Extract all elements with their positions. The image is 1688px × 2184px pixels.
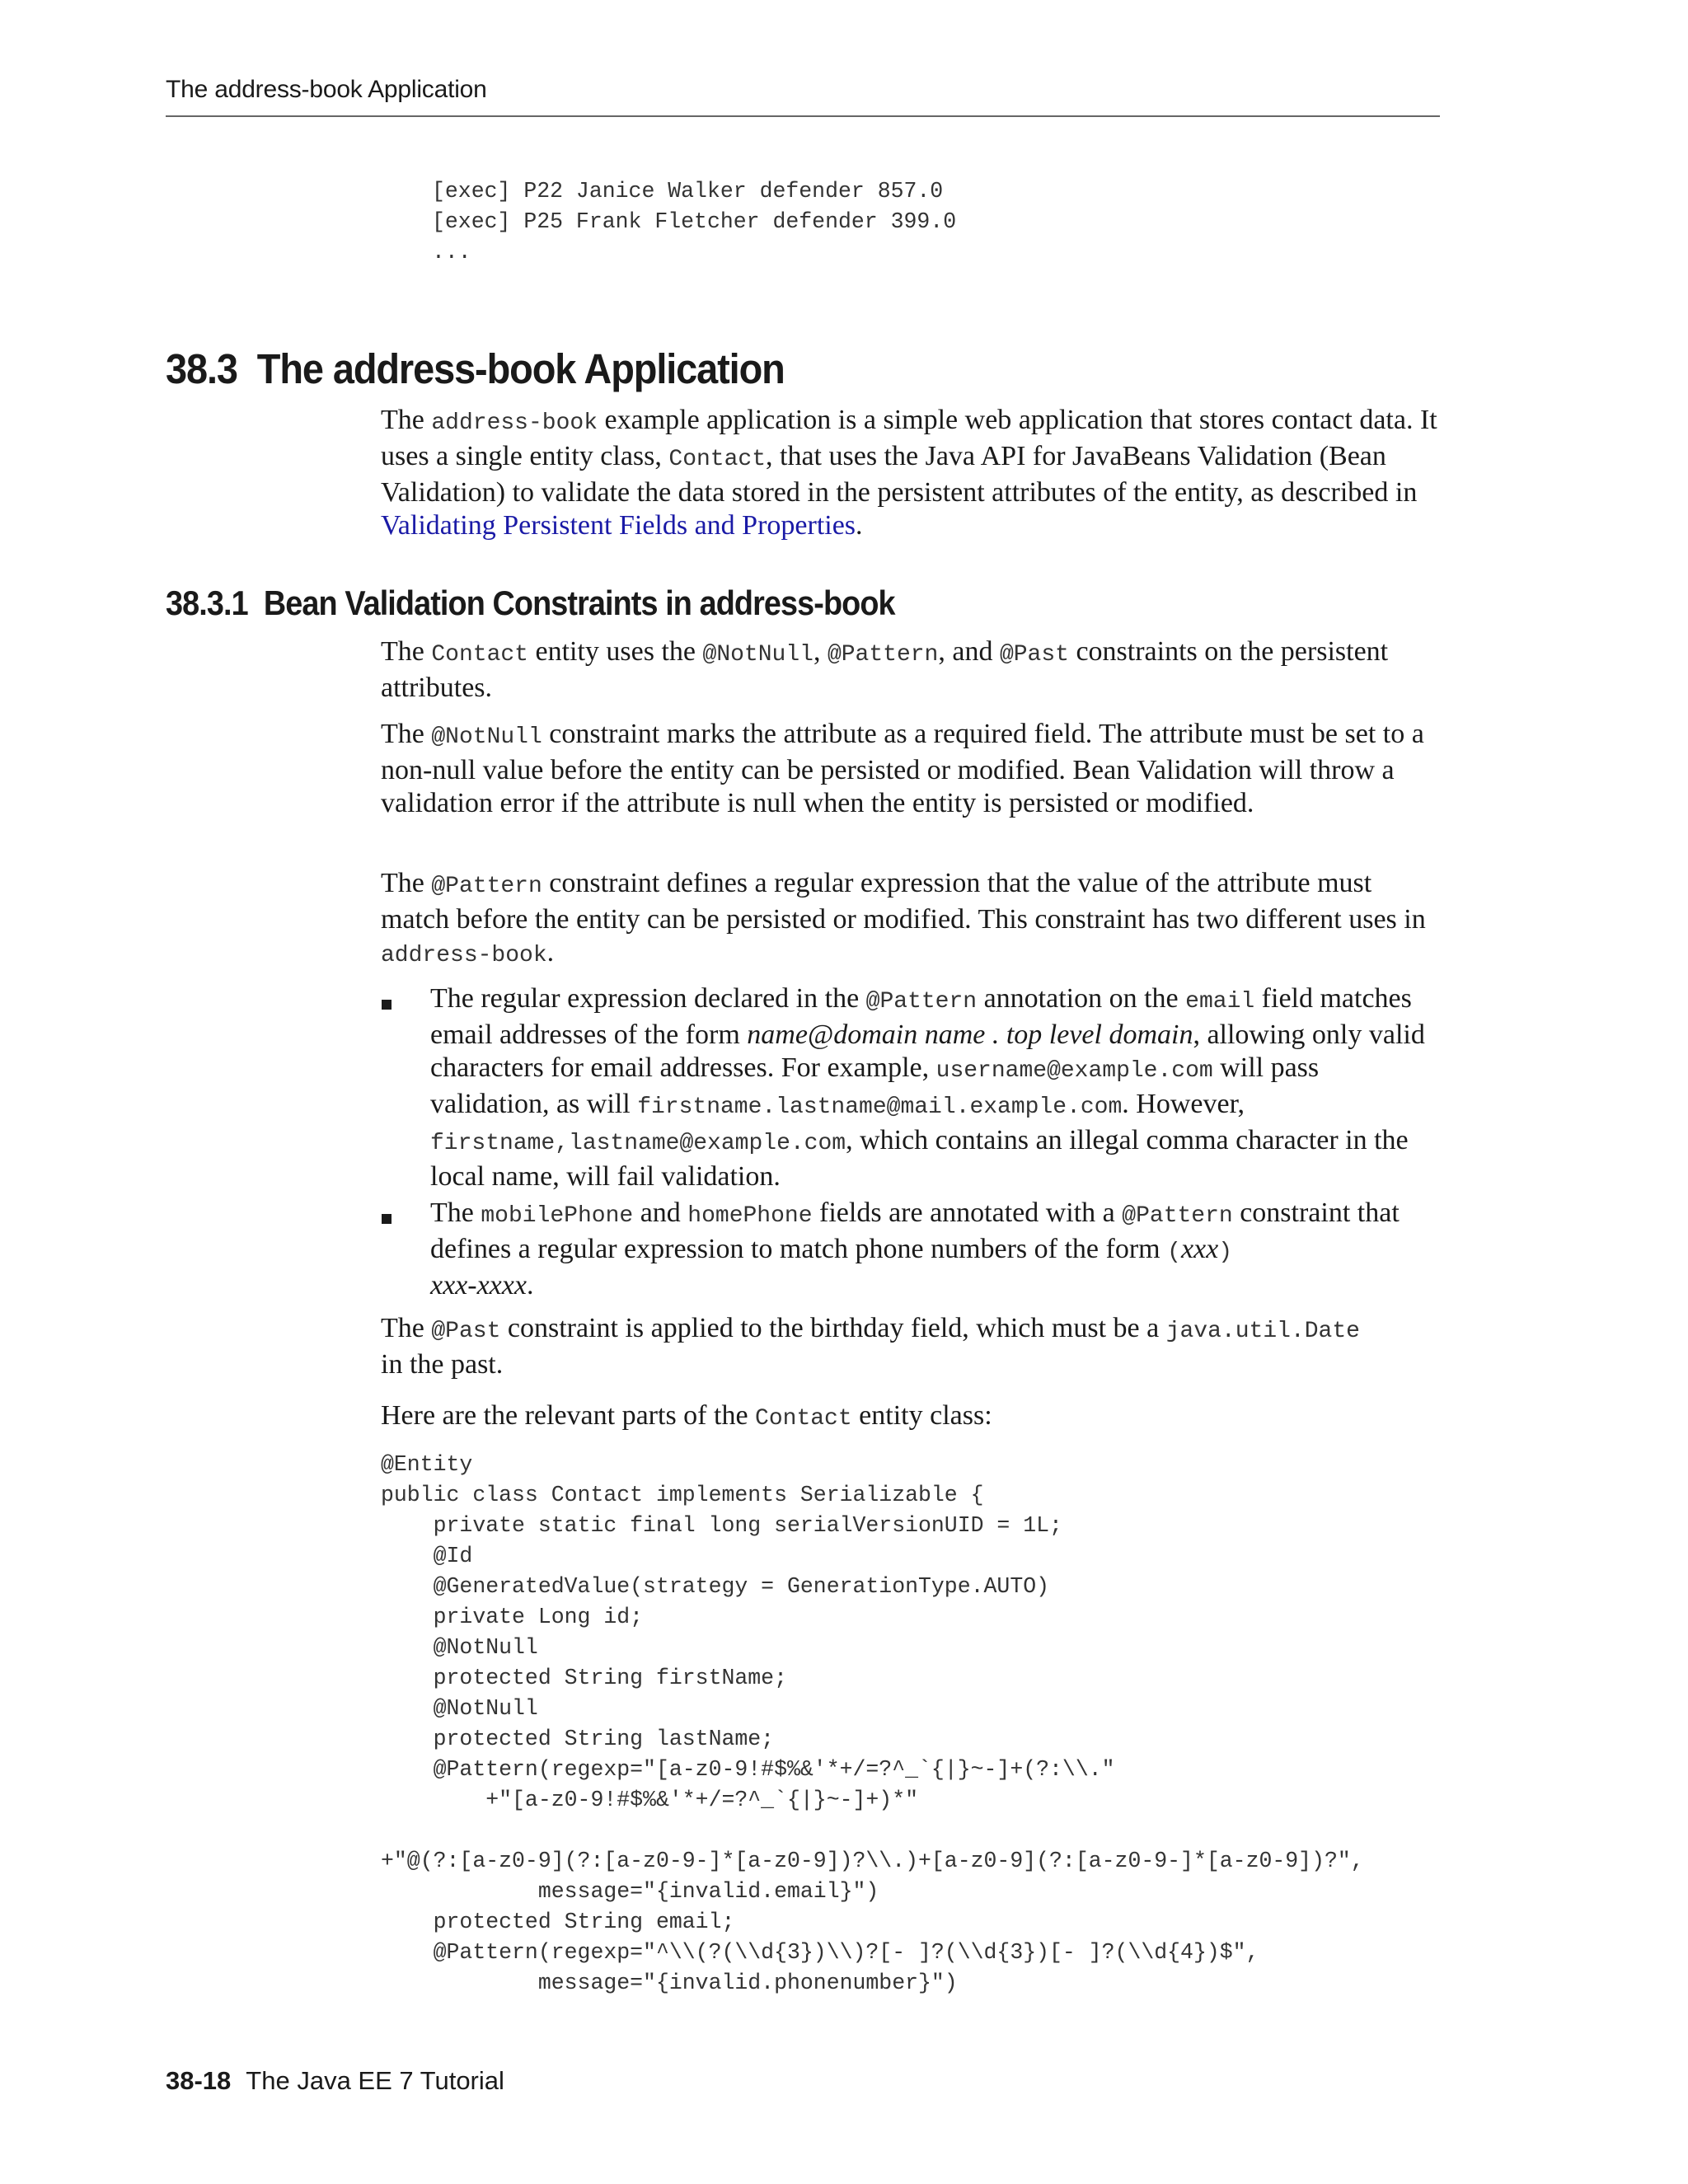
contact-code-listing [381, 1450, 1364, 1999]
header-rule [166, 115, 1440, 117]
paragraph-pattern: The @Pattern constraint defines a regular expression that the value of the attribute must match before the entity can be persisted or modified. This constraint has two different uses in address-book. [381, 868, 1426, 968]
code-line: message="{invalid.email}") [381, 1879, 879, 1904]
code-line: @Pattern(regexp="[a-z0-9!#$%&'*+/=?^_`{|}~-]+(?:\\." [381, 1757, 1115, 1782]
code-line: @NotNull [381, 1635, 538, 1660]
paragraph-notnull: The @NotNull constraint marks the attribute as a required field. The attribute must be set to a non-null value before the entity can be persisted or modified. Bean Validation will throw a validation error if the attribute is null when the entity is persisted or modified. [381, 719, 1424, 818]
code-line: +"[a-z0-9!#$%&'*+/=?^_`{|}~-]+)*" [381, 1788, 919, 1812]
exec-line: ... [432, 240, 471, 265]
bullet-square [382, 1000, 392, 1010]
book-title: The Java EE 7 Tutorial [246, 2066, 504, 2095]
code-line: @Entity [381, 1452, 473, 1477]
code-line: protected String firstName; [381, 1666, 787, 1690]
running-header: The address-book Application [166, 76, 487, 103]
bullet-phone-pattern: The mobilePhone and homePhone fields are annotated with a @Pattern constraint that defines a regular expression to match phone numbers of the form (xxx) xxx-xxxx. [430, 1197, 1400, 1301]
page-number: 38-18 [166, 2066, 232, 2095]
code-line: private Long id; [381, 1605, 644, 1629]
subsection-title: Bean Validation Constraints in address-book [263, 583, 895, 622]
intro-paragraph: The address-book example application is a simple web application that stores contact data. It uses a single entity class, Contact, that uses the Java API for JavaBeans Validation (Bean Validation) to validate the data stored in the persistent attributes of the entity, as described in Validating Persistent Fields and Properties. [381, 405, 1437, 541]
section-title: The address-book Application [256, 345, 785, 392]
bullet-square [382, 1214, 392, 1224]
code-line: message="{invalid.phonenumber}") [381, 1971, 958, 1995]
code-line: protected String lastName; [381, 1727, 775, 1751]
subsection-number: 38.3.1 [166, 583, 248, 622]
paragraph-code-intro: Here are the relevant parts of the Contact entity class: [381, 1400, 992, 1432]
page-footer [166, 2066, 504, 2096]
code-line: @NotNull [381, 1696, 538, 1721]
code-line: private static final long serialVersionUID = 1L; [381, 1513, 1062, 1538]
code-line: @Pattern(regexp="^\\(?(\\d{3})\\)?[- ]?(\\d{3})[- ]?(\\d{4})$", [381, 1940, 1259, 1965]
code-line: public class Contact implements Serializable { [381, 1483, 984, 1507]
exec-output-block [432, 176, 956, 268]
section-heading [166, 344, 785, 393]
subsection-heading [166, 583, 895, 623]
validating-persistent-fields-link[interactable]: Validating Persistent Fields and Properties [381, 510, 856, 541]
paragraph-past: The @Past constraint is applied to the birthday field, which must be a java.util.Date in the past. [381, 1313, 1360, 1380]
code-line: protected String email; [381, 1910, 735, 1934]
code-line: +"@(?:[a-z0-9](?:[a-z0-9-]*[a-z0-9])?\\.)+[a-z0-9](?:[a-z0-9-]*[a-z0-9])?", [381, 1849, 1364, 1873]
bullet-email-pattern: The regular expression declared in the @Pattern annotation on the email field matches email addresses of the form name@domain name . top level domain, allowing only valid characters for email addresses. For example, username@example.com will pass validation, as will firstname.lastname@mail.example.com. However, firstname,lastname@example.com, which contains an illegal comma character in the local name, will fail validation. [430, 983, 1425, 1192]
exec-line: [exec] P25 Frank Fletcher defender 399.0 [432, 209, 957, 234]
section-number: 38.3 [166, 345, 237, 392]
paragraph-constraints-overview: The Contact entity uses the @NotNull, @Pattern, and @Past constraints on the persistent attributes. [381, 636, 1389, 703]
code-line: @GeneratedValue(strategy = GenerationType.AUTO) [381, 1574, 1050, 1599]
exec-line: [exec] P22 Janice Walker defender 857.0 [432, 179, 944, 204]
code-line: @Id [381, 1544, 473, 1568]
